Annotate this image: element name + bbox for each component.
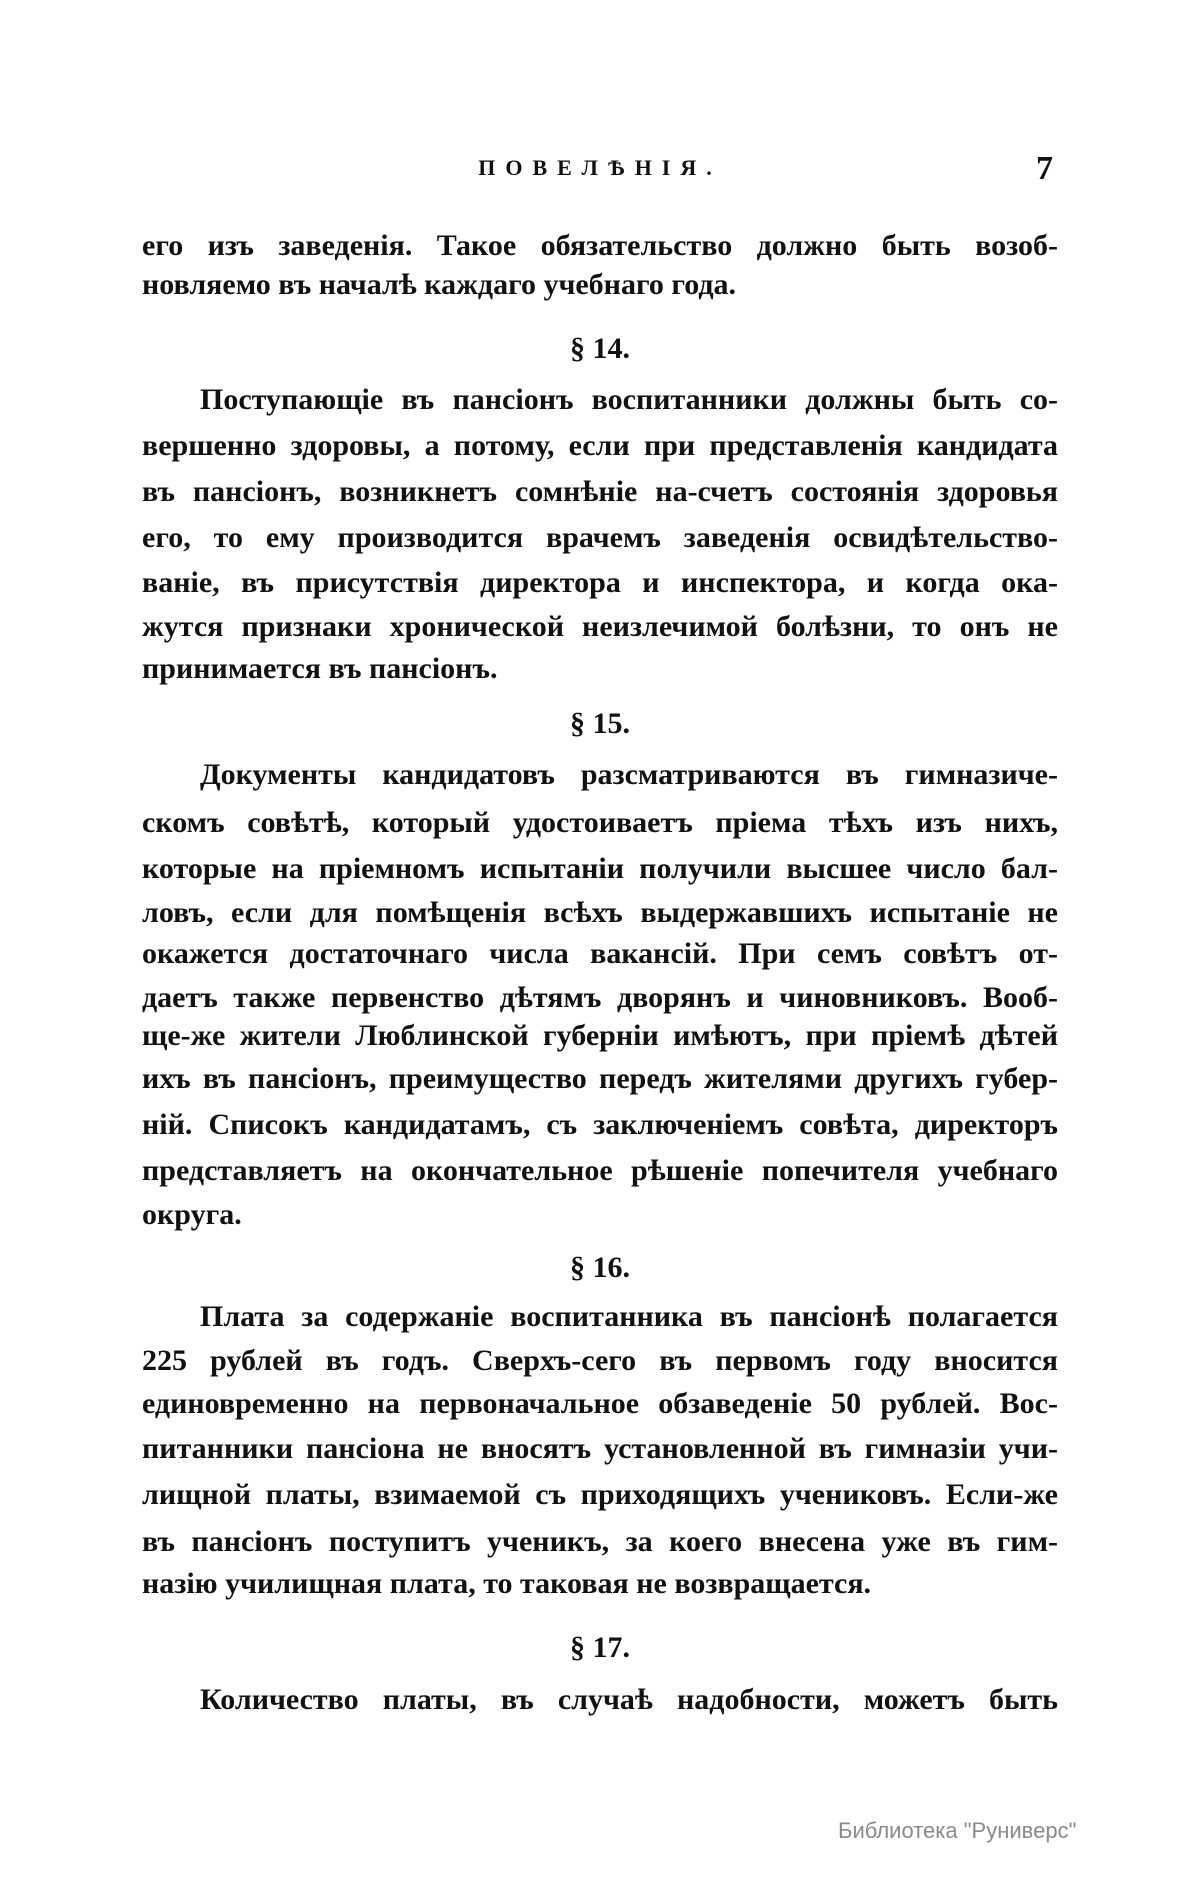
text-line: питанники пансіона не вносятъ установленной въ гимназіи учи- xyxy=(142,1432,1058,1465)
text-line: его, то ему производится врачемъ заведенія освидѣтельство- xyxy=(142,521,1058,554)
text-line: въ пансіонъ, возникнетъ сомнѣніе на-счетъ состоянія здоровья xyxy=(142,475,1058,508)
text-line: единовременно на первоначальное обзаведеніе 50 рублей. Вос- xyxy=(142,1387,1058,1420)
section-heading: § 17. xyxy=(570,1631,630,1664)
section-heading: § 14. xyxy=(570,332,630,365)
text-line: Поступающіе въ пансіонъ воспитанники должны быть со- xyxy=(200,383,1058,416)
text-line: даетъ также первенство дѣтямъ дворянъ и чиновниковъ. Вооб- xyxy=(142,981,1058,1014)
text-line: представляетъ на окончательное рѣшеніе попечителя учебнаго xyxy=(142,1154,1058,1187)
text-line: ваніе, въ присутствія директора и инспектора, и когда ока- xyxy=(142,566,1058,599)
text-line: округа. xyxy=(142,1198,242,1231)
text-line: которые на пріемномъ испытаніи получили высшее число бал- xyxy=(142,852,1058,885)
text-line: ихъ въ пансіонъ, преимущество передъ жителями другихъ губер- xyxy=(142,1062,1058,1095)
page-number: 7 xyxy=(1036,150,1053,187)
text-line: жутся признаки хронической неизлечимой болѣзни, то онъ не xyxy=(142,610,1058,643)
text-line: его изъ заведенія. Такое обязательство должно быть возоб- xyxy=(142,229,1058,262)
section-heading: § 15. xyxy=(570,707,630,740)
text-line: новляемо въ началѣ каждаго учебнаго года. xyxy=(142,268,737,301)
text-line: 225 рублей въ годъ. Сверхъ-сего въ первомъ году вносится xyxy=(142,1344,1058,1377)
section-heading: § 16. xyxy=(570,1251,630,1284)
text-line: Количество платы, въ случаѣ надобности, можетъ быть xyxy=(200,1683,1058,1716)
text-line: Документы кандидатовъ разсматриваются въ гимназиче- xyxy=(200,758,1058,791)
text-line: окажется достаточнаго числа вакансій. При семъ совѣтъ от- xyxy=(142,937,1058,970)
text-line: лищной платы, взимаемой съ приходящихъ учениковъ. Если-же xyxy=(142,1478,1058,1511)
text-line: ній. Списокъ кандидатамъ, съ заключеніемъ совѣта, директоръ xyxy=(142,1108,1058,1141)
text-line: назію училищная плата, то таковая не возвращается. xyxy=(142,1567,872,1600)
text-line: въ пансіонъ поступитъ ученикъ, за коего внесена уже въ гим- xyxy=(142,1525,1058,1558)
running-title: ПОВЕЛѢНІЯ. xyxy=(478,155,722,180)
text-line: Плата за содержаніе воспитанника въ пансіонѣ полагается xyxy=(200,1300,1058,1333)
text-line: ще-же жители Люблинской губерніи имѣютъ, при пріемѣ дѣтей xyxy=(142,1019,1058,1052)
library-watermark: Библиотека "Руниверс" xyxy=(838,1818,1077,1843)
text-line: ловъ, если для помѣщенія всѣхъ выдержавшихъ испытаніе не xyxy=(142,896,1058,929)
text-line: принимается въ пансіонъ. xyxy=(142,652,498,685)
text-line: вершенно здоровы, а потому, если при представленія кандидата xyxy=(142,429,1058,462)
text-line: скомъ совѣтѣ, который удостоиваетъ пріема тѣхъ изъ нихъ, xyxy=(142,806,1058,839)
